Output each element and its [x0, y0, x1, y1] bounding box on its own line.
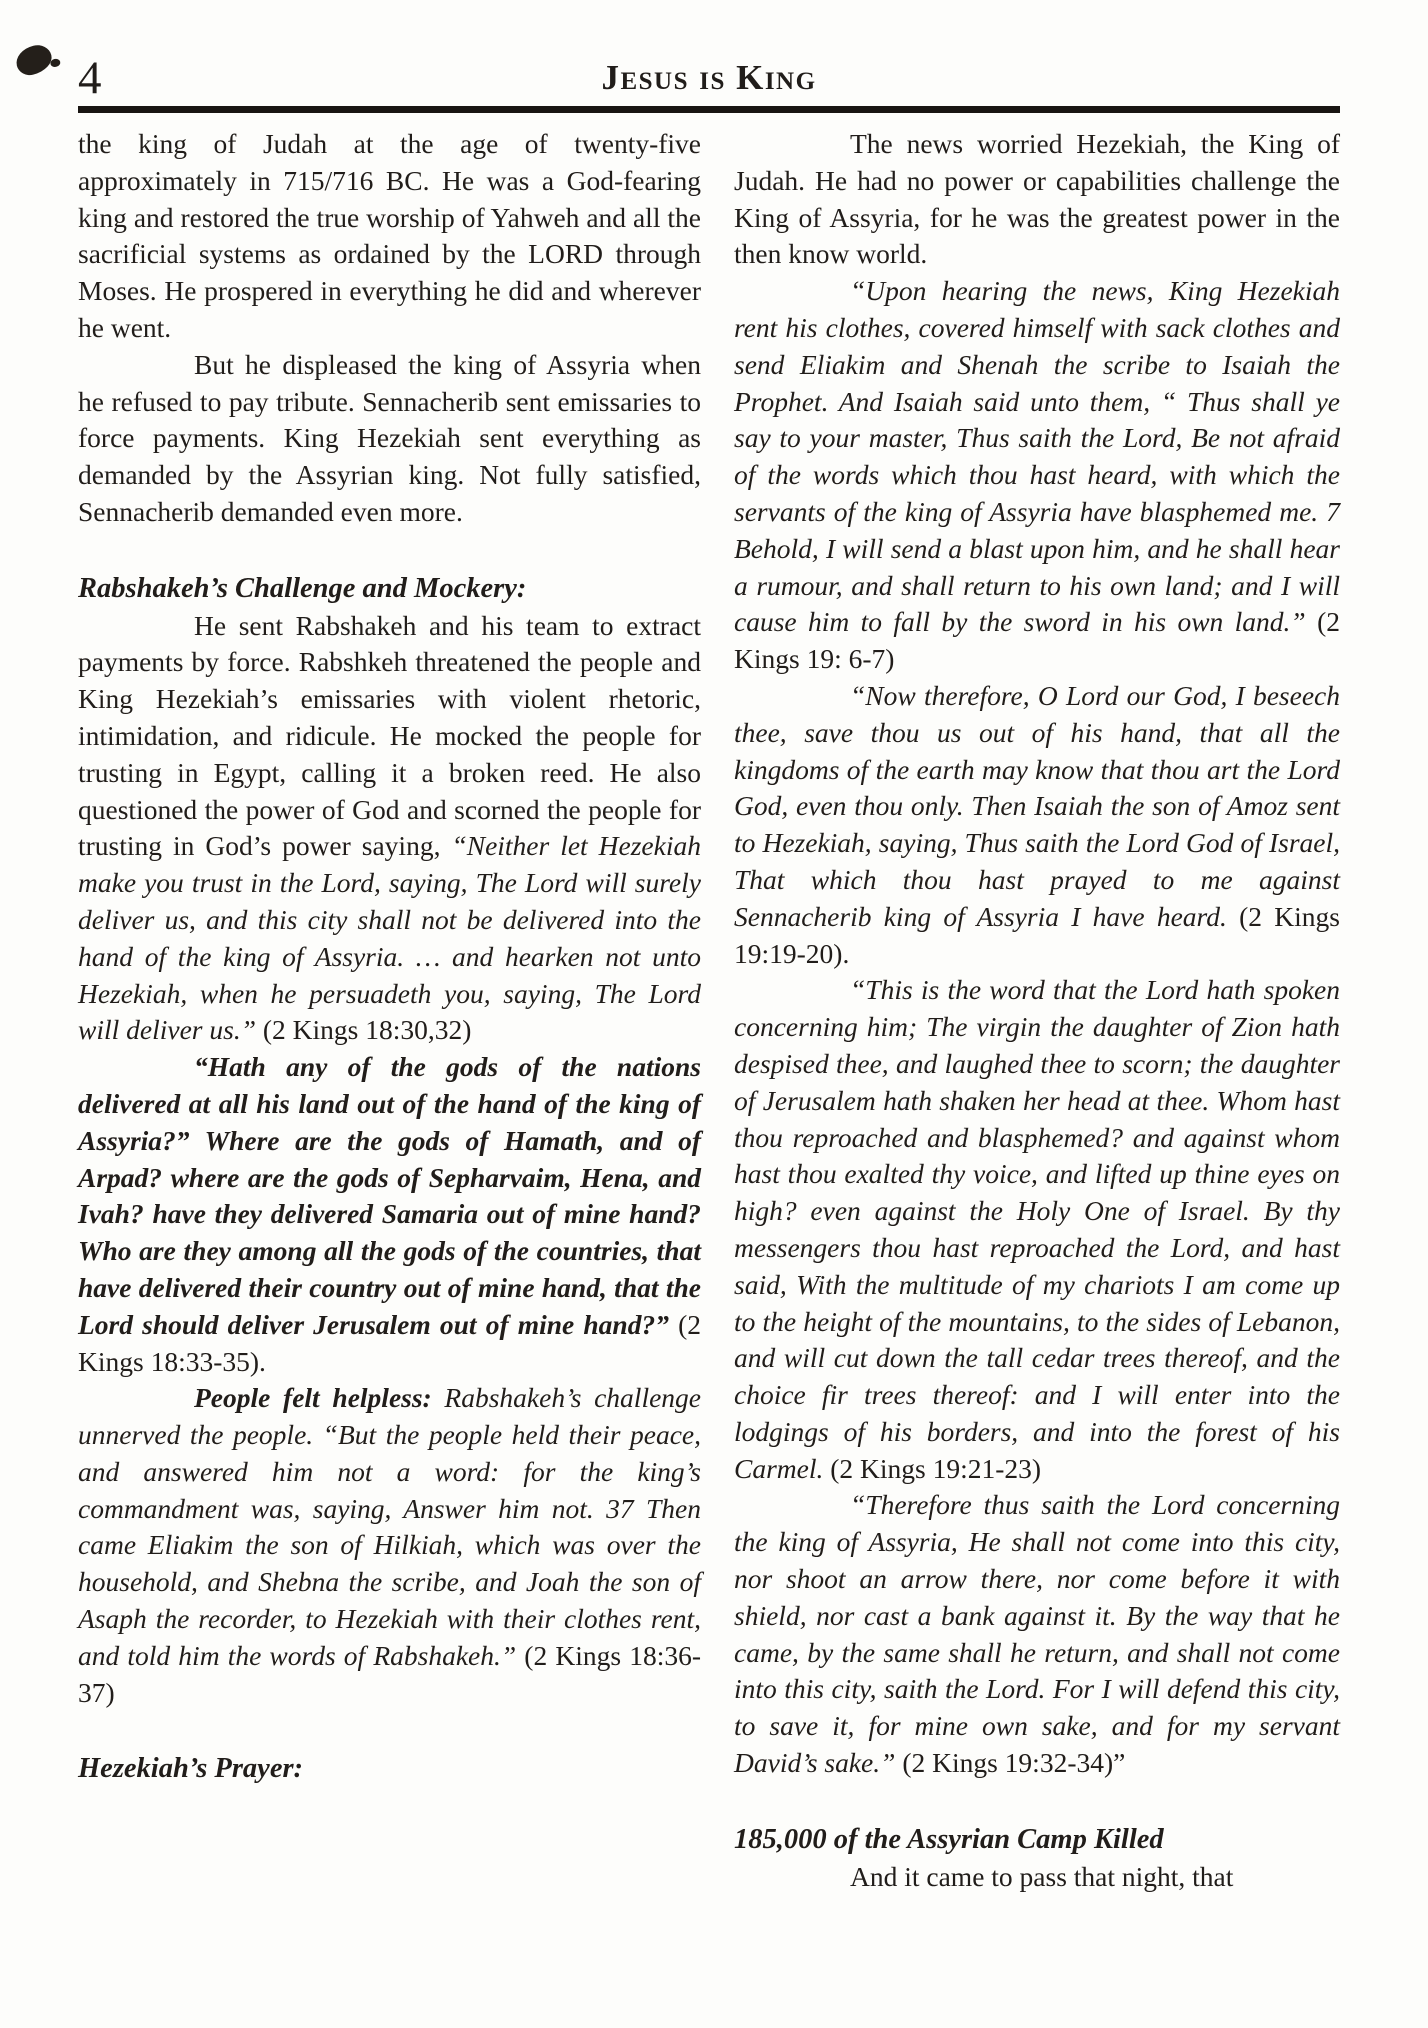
paragraph: [78, 1049, 701, 1380]
text-segment: People felt helpless:: [194, 1382, 445, 1414]
text-segment: “Now therefore, O Lord our God, I beseech thee, save thou us out of his hand, that all the kingdoms of the earth may know that thou art the Lord God, even thou only. Then Isaiah the son of Amoz sent to Hezekiah, saying, Thus saith the Lord God of Israel, That which thou hast prayed to me against Sennacherib king of Assyria I have heard.: [734, 679, 1340, 932]
running-title: Jesus is King: [601, 58, 817, 97]
paragraph: [734, 1487, 1340, 1781]
right-column: [734, 126, 1340, 1895]
text-segment: (2 Kings 18:36-37): [78, 1639, 701, 1708]
ink-blot-artifact: [13, 42, 55, 78]
paragraph: [78, 347, 701, 531]
section-heading-rabshakeh-challenge: Rabshakeh’s Challenge and Mockery:: [78, 572, 527, 604]
page-header: [78, 38, 1340, 102]
paragraph: [734, 126, 1340, 273]
paragraph: [734, 1859, 1340, 1896]
paragraph: [734, 678, 1340, 972]
text-segment: (2 Kings 19:21-23): [823, 1452, 1042, 1484]
text-segment: (2 Kings 18:30,32): [256, 1014, 472, 1046]
text-segment: (2 Kings 19: 6-7): [734, 606, 1340, 675]
paragraph: [734, 273, 1340, 678]
text-segment: “Therefore thus saith the Lord concerning the king of Assyria, He shall not come into this city, nor shoot an arrow there, nor come before it with shield, nor cast a bank against it. By the way that he came, by the same shall he return, and shall not come into this city, saith the Lord. For I will defend this city, to save it, for mine own sake, and for my servant David’s sake.”: [734, 1489, 1340, 1779]
text-segment: (2 Kings 19:19-20).: [734, 900, 1340, 969]
text-segment: the king of Judah at the age of twenty-five approximately in 715/716 BC. He was a God-fearing king and restored the true worship of Yahweh and all the sacrificial systems as ordained by the LORD through Moses. He prospered in everything he did and wherever he went.: [78, 128, 701, 343]
text-segment: “Neither let Hezekiah make you trust in the Lord, saying, The Lord will surely deliver us, and this city shall not be delivered into the hand of the king of Assyria. … and hearken not unto Hezekiah, when he persuadeth you, saying, The Lord will deliver us.”: [78, 830, 701, 1046]
text-segment: “Upon hearing the news, King Hezekiah rent his clothes, covered himself with sack clothes and send Eliakim and Shenah the scribe to Isaiah the Prophet. And Isaiah said unto them, “ Thus shall ye say to your master, Thus saith the Lord, Be not afraid of the words which thou hast heard, with which the servants of the king of Assyria have blasphemed me. 7 Behold, I will send a blast upon him, and he shall hear a rumour, and shall return to his own land; and I will cause him to fall by the sword in his own land.”: [734, 275, 1340, 638]
section-heading-assyrian-camp-killed: 185,000 of the Assyrian Camp Killed: [734, 1823, 1164, 1855]
paragraph: [78, 126, 701, 347]
page-content: [78, 38, 1340, 1895]
text-segment: He sent Rabshakeh and his team to extract payments by force. Rabshkeh threatened the people and King Hezekiah’s emissaries with violent rhetoric, intimidation, and ridicule. He mocked the people for trusting in Egypt, calling it a broken reed. He also questioned the power of God and scorned the people for trusting in God’s power saying,: [78, 609, 701, 862]
text-segment: “Hath any of the gods of the nations delivered at all his land out of the hand of the king of Assyria?” Where are the gods of Hamath, and of Arpad? where are the gods of Sepharvaim, Hena, and Ivah? have they delivered Samaria out of mine hand? Who are they among all the gods of the countries, that have delivered their country out of mine hand, that the Lord should deliver Jerusalem out of mine hand?”: [78, 1051, 701, 1340]
text-segment: (2 Kings 19:32-34)”: [895, 1747, 1126, 1779]
two-column-text: [78, 126, 1340, 1895]
text-segment: But he displeased the king of Assyria when he refused to pay tribute. Sennacherib sent emissaries to force payments. King Hezekiah sent everything as demanded by the Assyrian king. Not fully satisfied, Sennacherib demanded even more.: [78, 348, 701, 527]
paragraph: [78, 608, 701, 1050]
paragraph: [734, 972, 1340, 1487]
page-number: 4: [78, 52, 102, 104]
text-segment: Rabshakeh’s challenge unnerved the people. “But the people held their peace, and answered him not a word: for the king’s commandment was, saying, Answer him not. 37 Then came Eliakim the son of Hilkiah, which was over the household, and Shebna the scribe, and Joah the son of Asaph the recorder, to Hezekiah with their clothes rent, and told him the words of Rabshakeh.”: [78, 1382, 702, 1671]
text-segment: “This is the word that the Lord hath spoken concerning him; The virgin the daughter of Zion hath despised thee, and laughed thee to scorn; the daughter of Jerusalem hath shaken her head at thee. Whom hast thou reproached and blasphemed? and against whom hast thou exalted thy voice, and lifted up thine eyes on high? even against the Holy One of Israel. By thy messengers thou hast reproached the Lord, and hast said, With the multitude of my chariots I am come up to the height of the mountains, to the sides of Lebanon, and will cut down the tall cedar trees thereof, and the choice fir trees thereof: and I will enter into the lodgings of his borders, and into the forest of his Carmel.: [734, 974, 1340, 1484]
text-segment: And it came to pass that night, that: [850, 1860, 1234, 1892]
text-segment: (2 Kings 18:33-35).: [78, 1308, 701, 1377]
header-rule: [78, 106, 1340, 113]
left-column: [78, 126, 701, 1895]
text-segment: The news worried Hezekiah, the King of Judah. He had no power or capabilities challenge the King of Assyria, for he was the greatest power in the then know world.: [734, 128, 1340, 270]
section-heading-hezekiahs-prayer: Hezekiah’s Prayer:: [78, 1753, 304, 1785]
paragraph: [78, 1380, 701, 1711]
